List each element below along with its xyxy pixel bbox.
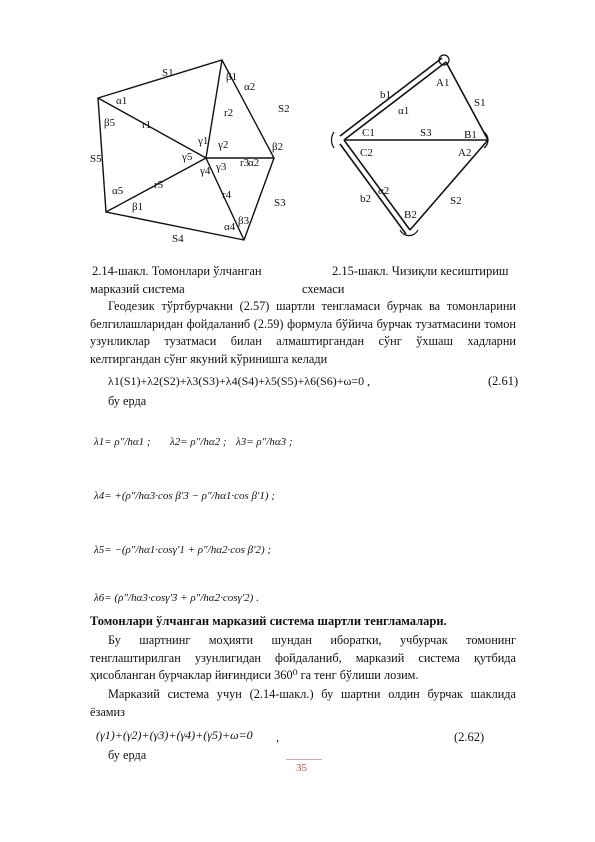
label-r4: r4 <box>222 189 232 201</box>
lambda-6: λ6= (ρ"/hα3·cosγ'3 + ρ"/hα2·cosγ'2) . <box>94 592 259 604</box>
label-s1: S1 <box>162 67 174 79</box>
label-s3: S3 <box>420 127 432 139</box>
label-r5: r5 <box>154 179 164 191</box>
figure-linear-intersection <box>328 52 498 242</box>
paragraph-2: Бу шартнинг моҳияти шундан иборатки, учбурчак томонинг тенглаштирилган узунлигидан фойдаланиб, марказий система қутбида ҳисобланган бурчаклар йиғиндиси 360⁰ га тенг бўлиши лозим. <box>90 633 516 683</box>
caption-fig-2-15-line1: 2.15-шакл. Чизиқли кесиштириш <box>332 264 509 278</box>
label-s4: S4 <box>172 233 184 245</box>
label-gamma2: γ2 <box>218 139 229 151</box>
label-beta4: β1 <box>132 201 144 213</box>
side-b2 <box>344 140 410 230</box>
caption-fig-2-14-line2: марказий система <box>90 282 185 296</box>
caption-fig-2-15-line2: схемаси <box>302 282 345 296</box>
caption-fig-2-14-line1: 2.14-шакл. Томонлари ўлчанган <box>92 264 262 278</box>
label-A1: A1 <box>436 77 450 89</box>
label-alpha1: α1 <box>116 95 128 107</box>
bu-erda-label-2: бу ерда <box>108 748 147 762</box>
bu-erda-label-1: бу ерда <box>108 394 147 408</box>
lambda-1: λ1= ρ"/hα1 ; <box>94 436 151 448</box>
label-r1: r1 <box>142 119 152 131</box>
equation-2-61: λ1(S1)+λ2(S2)+λ3(S3)+λ4(S4)+λ5(S5)+λ6(S6)+ω=0 , <box>108 374 371 388</box>
section-heading: Томонлари ўлчанган марказий система шартли тенгламалари. <box>90 614 447 628</box>
label-alpha4: α4 <box>224 221 236 233</box>
side-b1-double <box>340 58 442 136</box>
paragraph-1: Геодезик тўртбурчакни (2.57) шартли тенгламаси бурчак ва томонларини белгилашларидан фойдаланиб (2.59) формула бўйича бурчак тузатмасини томон узунликлар тузатмаси билан алмаштиргандан сўнг ўхшаш хадларни келтиргандан сўнг якуний кўринишга келади <box>90 299 516 366</box>
equation-2-62: (γ1)+(γ2)+(γ3)+(γ4)+(γ5)+ω=0 <box>96 728 253 742</box>
label-beta5: β5 <box>104 117 116 129</box>
label-s1: S1 <box>474 97 486 109</box>
label-b2: b2 <box>360 193 371 205</box>
label-beta3: β3 <box>238 215 250 227</box>
lambda-2: λ2= ρ"/hα2 ; <box>170 436 227 448</box>
label-r3: r3 <box>240 157 250 169</box>
label-gamma4: γ4 <box>200 165 211 177</box>
label-beta1: β1 <box>226 71 238 83</box>
paragraph-3: Марказий система учун (2.14-шакл.) бу шартни олдин бурчак шаклида ёзамиз <box>90 687 516 719</box>
label-A2: A2 <box>458 147 472 159</box>
label-B2: B2 <box>404 209 417 221</box>
label-b1: b1 <box>380 89 391 101</box>
equation-2-62-suffix: , <box>276 730 279 744</box>
label-C2: C2 <box>360 147 373 159</box>
label-s2: S2 <box>278 103 290 115</box>
side-s2 <box>410 140 488 230</box>
footer-divider <box>286 759 322 760</box>
label-gamma5: γ5 <box>182 151 193 163</box>
label-gamma1: γ1 <box>198 135 209 147</box>
label-alpha2: α2 <box>244 81 256 93</box>
label-C1: C1 <box>362 127 375 139</box>
label-B1: B1 <box>464 129 477 141</box>
label-beta2: β2 <box>272 141 284 153</box>
lambda-5: λ5= −(ρ"/hα1·cosγ'1 + ρ"/hα2·cos β'2) ; <box>94 544 272 556</box>
label-s3: S3 <box>274 197 286 209</box>
label-alpha5: α5 <box>112 185 124 197</box>
label-alpha1: α1 <box>398 105 410 117</box>
label-alpha3-right: α2 <box>248 157 260 169</box>
equation-2-62-number: (2.62) <box>454 730 485 744</box>
label-r2: r2 <box>224 107 234 119</box>
label-s5: S5 <box>90 153 102 165</box>
lambda-3: λ3= ρ"/hα3 ; <box>236 436 293 448</box>
label-gamma3: γ3 <box>216 161 227 173</box>
page-number: 35 <box>296 762 307 774</box>
equation-2-61-number: (2.61) <box>488 374 519 388</box>
point-C-marker <box>331 132 334 148</box>
side-b2-double <box>340 144 406 234</box>
figure-central-system <box>86 54 296 254</box>
lambda-4: λ4= +(ρ"/hα3·cos β'3 − ρ"/hα1·cos β'1) ; <box>94 490 275 502</box>
label-alpha2: α2 <box>378 185 390 197</box>
label-s2: S2 <box>450 195 462 207</box>
